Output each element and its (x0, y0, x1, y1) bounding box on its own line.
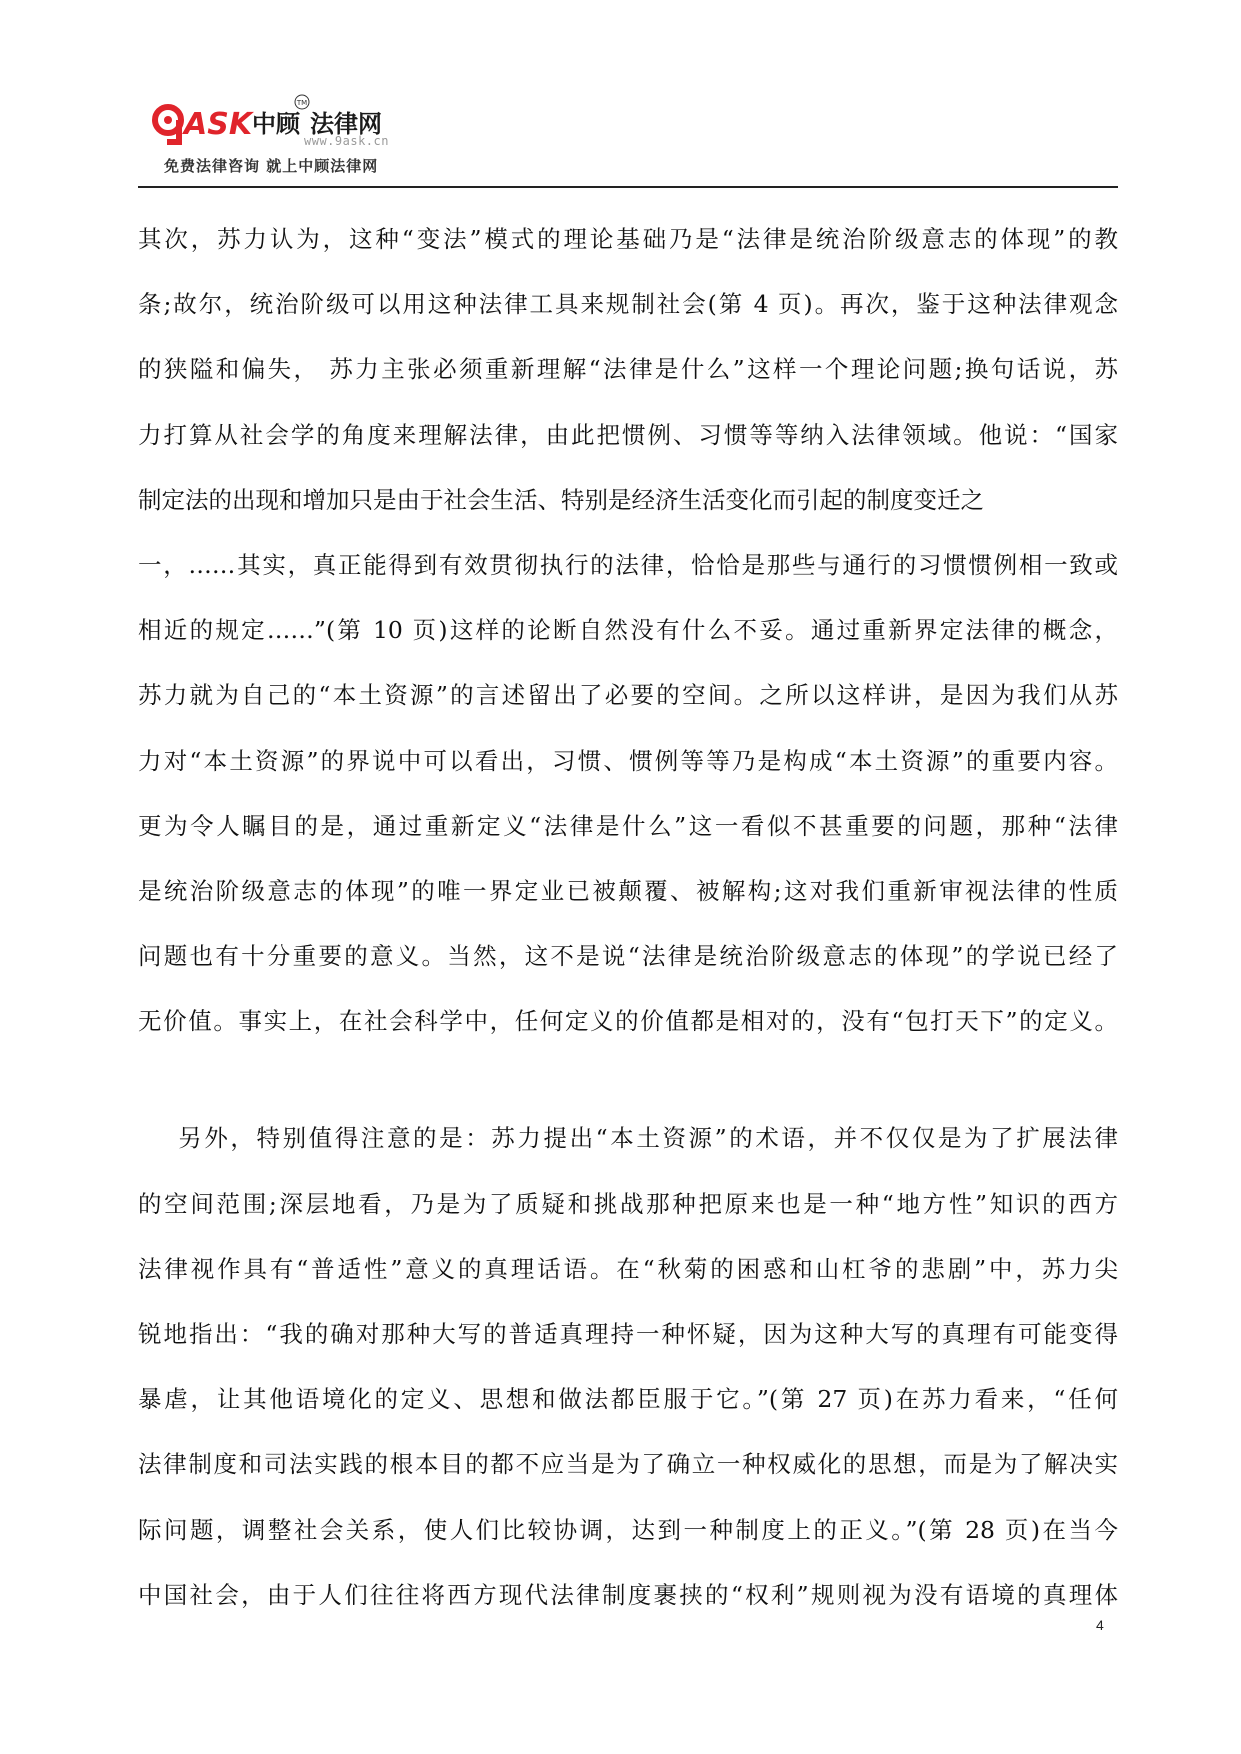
text-line: 法律制度和司法实践的根本目的都不应当是为了确立一种权威化的思想，而是为了解决实 (138, 1450, 1118, 1479)
text-line: 无价值。事实上，在社会科学中，任何定义的价值都是相对的，没有“包打天下”的定义。 (138, 1007, 1118, 1036)
text-line: 条;故尔，统治阶级可以用这种法律工具来规制社会(第 4 页)。再次，鉴于这种法律观念 (138, 290, 1118, 319)
text-line: 苏力就为自己的“本土资源”的言述留出了必要的空间。之所以这样讲，是因为我们从苏 (138, 681, 1118, 710)
page-header (138, 90, 1118, 188)
text-line: 制定法的出现和增加只是由于社会生活、特别是经济生活变化而引起的制度变迁之 (138, 485, 984, 514)
site-logo[interactable] (152, 90, 412, 180)
document-body (138, 224, 1118, 1645)
svg-text:法律网: 法律网 (310, 110, 382, 138)
header-divider (138, 186, 1118, 188)
text-line: 其次，苏力认为，这种“变法”模式的理论基础乃是“法律是统治阶级意志的体现”的教 (138, 225, 1118, 253)
paragraph (138, 224, 1118, 1071)
text-line: 中国社会，由于人们往往将西方现代法律制度裹挟的“权利”规则视为没有语境的真理体 (138, 1580, 1118, 1609)
logo-tagline: 免费法律咨询 就上中顾法律网 (164, 157, 379, 175)
text-line: 相近的规定……”(第 10 页)这样的论断自然没有什么不妥。通过重新界定法律的概念， (138, 616, 1118, 645)
svg-text:中顾: 中顾 (252, 110, 300, 138)
paragraph (138, 1123, 1118, 1645)
text-line: 是统治阶级意志的体现”的唯一界定业已被颠覆、被解构;这对我们重新审视法律的性质 (138, 876, 1118, 905)
text-line: 锐地指出：“我的确对那种大写的普适真理持一种怀疑，因为这种大写的真理有可能变得 (138, 1320, 1118, 1348)
svg-text:TM: TM (296, 99, 308, 107)
text-line: 更为令人瞩目的是，通过重新定义“法律是什么”这一看似不甚重要的问题，那种“法律 (138, 811, 1118, 840)
text-line: 际问题，调整社会关系，使人们比较协调，达到一种制度上的正义。”(第 28 页)在当今 (138, 1515, 1118, 1544)
text-line: 的空间范围;深层地看，乃是为了质疑和挑战那种把原来也是一种“地方性”知识的西方 (138, 1189, 1118, 1218)
svg-text:ASK: ASK (184, 107, 253, 142)
text-line: 力对“本土资源”的界说中可以看出，习惯、惯例等等乃是构成“本土资源”的重要内容。 (138, 746, 1118, 775)
text-line: 力打算从社会学的角度来理解法律，由此把惯例、习惯等等纳入法律领域。他说：“国家 (138, 420, 1118, 449)
page-number: 4 (1096, 1617, 1104, 1633)
paragraph-spacer (138, 1071, 1118, 1123)
text-line: 另外，特别值得注意的是：苏力提出“本土资源”的术语，并不仅仅是为了扩展法律 (138, 1124, 1118, 1153)
text-line: 问题也有十分重要的意义。当然，这不是说“法律是统治阶级意志的体现”的学说已经了 (138, 942, 1118, 971)
text-line: 法律视作具有“普适性”意义的真理话语。在“秋菊的困惑和山杠爷的悲剧”中，苏力尖 (138, 1254, 1118, 1283)
logo-url[interactable]: www.9ask.cn (304, 134, 389, 148)
text-line: 暴虐，让其他语境化的定义、思想和做法都臣服于它。”(第 27 页)在苏力看来，“任何 (138, 1385, 1118, 1414)
text-line: 一，……其实，真正能得到有效贯彻执行的法律，恰恰是那些与通行的习惯惯例相一致或 (138, 550, 1118, 579)
text-line: 的狭隘和偏失， 苏力主张必须重新理解“法律是什么”这样一个理论问题;换句话说，苏 (138, 355, 1118, 384)
